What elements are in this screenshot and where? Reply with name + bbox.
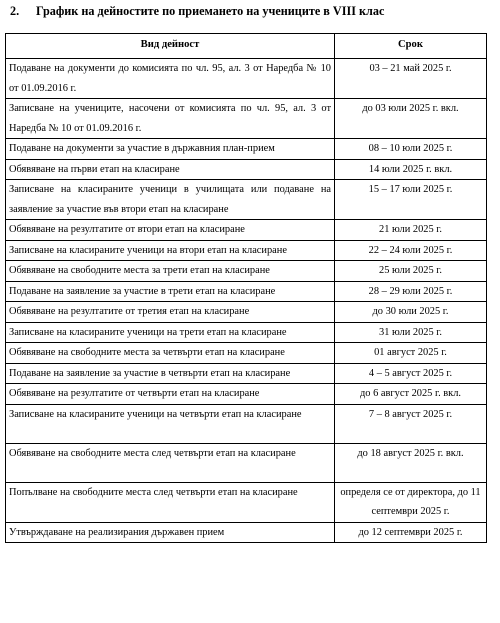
activity-cell: Подаване на документи до комисията по чл. 95, ал. 3 от Наредба № 10 от 01.09.2016 г. xyxy=(6,59,335,99)
table-row xyxy=(6,99,487,139)
table-row xyxy=(6,363,487,384)
deadline-cell: 01 август 2025 г. xyxy=(335,343,487,364)
table-row xyxy=(6,482,487,522)
activity-cell: Обявяване на свободните места след четвърти етап на класиране xyxy=(6,443,335,482)
deadline-cell: определя се от директора, до 11 септември 2025 г. xyxy=(335,482,487,522)
table-row xyxy=(6,139,487,160)
section-title: График на дейностите по приемането на учениците в VIII клас xyxy=(36,4,385,18)
deadline-cell: 03 – 21 май 2025 г. xyxy=(335,59,487,99)
deadline-cell: 15 – 17 юли 2025 г. xyxy=(335,180,487,220)
activity-cell: Утвърждаване на реализирания държавен прием xyxy=(6,522,335,543)
deadline-cell: до 30 юли 2025 г. xyxy=(335,302,487,323)
activity-cell: Записване на класираните ученици на втори етап на класиране xyxy=(6,240,335,261)
table-row xyxy=(6,240,487,261)
activity-cell: Записване на класираните ученици на четвърти етап на класиране xyxy=(6,404,335,443)
activity-cell: Попълване на свободните места след четвърти етап на класиране xyxy=(6,482,335,522)
activity-cell: Записване на класираните ученици в училищата или подаване на заявление за участие във втори етап на класиране xyxy=(6,180,335,220)
deadline-cell: 08 – 10 юли 2025 г. xyxy=(335,139,487,160)
activity-cell: Обявяване на първи етап на класиране xyxy=(6,159,335,180)
deadline-cell: 28 – 29 юли 2025 г. xyxy=(335,281,487,302)
deadline-cell: до 6 август 2025 г. вкл. xyxy=(335,384,487,405)
activity-cell: Обявяване на свободните места за трети етап на класиране xyxy=(6,261,335,282)
deadline-cell: 22 – 24 юли 2025 г. xyxy=(335,240,487,261)
table-header-row xyxy=(6,34,487,59)
table-row xyxy=(6,261,487,282)
activity-cell: Обявяване на резултатите от четвърти етап на класиране xyxy=(6,384,335,405)
table-row xyxy=(6,180,487,220)
table-row xyxy=(6,522,487,543)
table-row xyxy=(6,404,487,443)
table-row xyxy=(6,302,487,323)
table-row xyxy=(6,443,487,482)
activity-cell: Подаване на заявление за участие в трети етап на класиране xyxy=(6,281,335,302)
schedule-table xyxy=(5,33,487,543)
deadline-cell: 21 юли 2025 г. xyxy=(335,220,487,241)
section-heading xyxy=(10,4,384,19)
table-row xyxy=(6,220,487,241)
activity-cell: Подаване на документи за участие в държавния план-прием xyxy=(6,139,335,160)
table-row xyxy=(6,159,487,180)
deadline-cell: до 18 август 2025 г. вкл. xyxy=(335,443,487,482)
table-row xyxy=(6,384,487,405)
table-row xyxy=(6,281,487,302)
deadline-cell: 14 юли 2025 г. вкл. xyxy=(335,159,487,180)
section-number: 2. xyxy=(10,4,20,18)
activity-cell: Записване на учениците, насочени от комисията по чл. 95, ал. 3 от Наредба № 10 от 01.09.2016 г. xyxy=(6,99,335,139)
activity-cell: Обявяване на свободните места за четвърти етап на класиране xyxy=(6,343,335,364)
activity-cell: Записване на класираните ученици на трети етап на класиране xyxy=(6,322,335,343)
table-row xyxy=(6,343,487,364)
deadline-cell: 31 юли 2025 г. xyxy=(335,322,487,343)
deadline-cell: 4 – 5 август 2025 г. xyxy=(335,363,487,384)
activity-cell: Обявяване на резултатите от втори етап на класиране xyxy=(6,220,335,241)
header-deadline: Срок xyxy=(335,34,487,59)
table-row xyxy=(6,59,487,99)
header-activity: Вид дейност xyxy=(6,34,335,59)
activity-cell: Обявяване на резултатите от третия етап на класиране xyxy=(6,302,335,323)
table-row xyxy=(6,322,487,343)
deadline-cell: 25 юли 2025 г. xyxy=(335,261,487,282)
deadline-cell: 7 – 8 август 2025 г. xyxy=(335,404,487,443)
deadline-cell: до 03 юли 2025 г. вкл. xyxy=(335,99,487,139)
deadline-cell: до 12 септември 2025 г. xyxy=(335,522,487,543)
activity-cell: Подаване на заявление за участие в четвърти етап на класиране xyxy=(6,363,335,384)
